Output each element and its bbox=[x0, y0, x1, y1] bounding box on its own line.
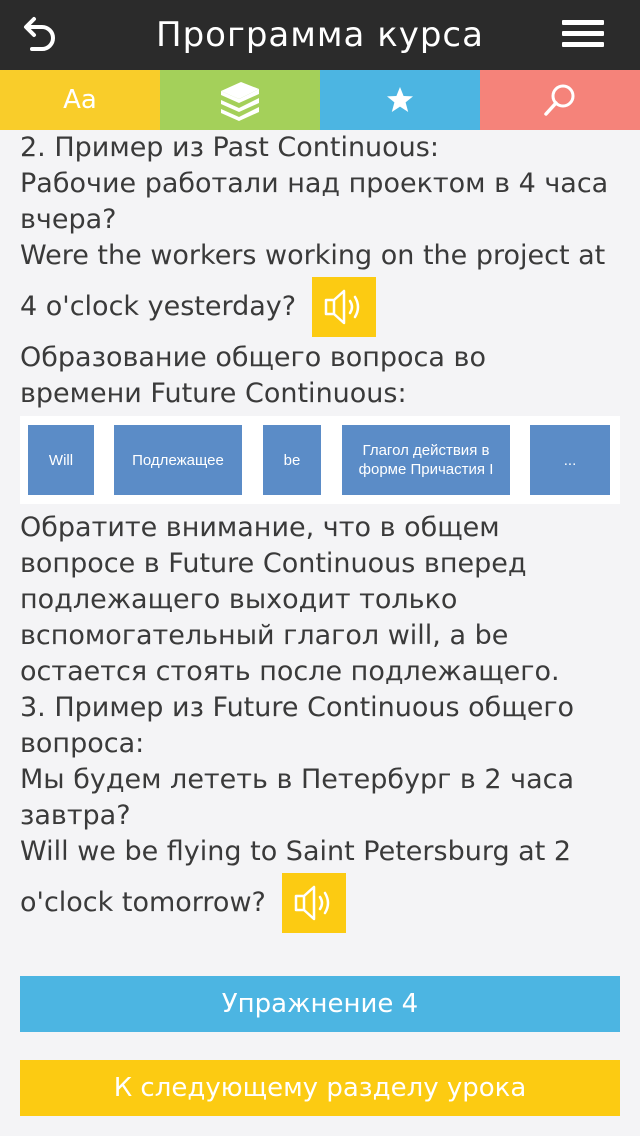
tab-font-size[interactable] bbox=[0, 70, 160, 130]
formula-box: Глагол действия в форме Причастия I bbox=[342, 425, 510, 495]
next-section-button[interactable]: К следующему разделу урока bbox=[20, 1060, 620, 1116]
play-audio-button[interactable] bbox=[282, 873, 346, 933]
search-icon bbox=[542, 82, 578, 118]
example-heading: 2. Пример из Past Continuous: bbox=[20, 132, 439, 163]
hamburger-menu-icon bbox=[562, 20, 604, 47]
note-text: подлежащего выходит только bbox=[20, 584, 458, 615]
example-english: 4 o'clock yesterday? bbox=[20, 291, 297, 322]
example-russian: Рабочие работали над проектом в 4 часа bbox=[20, 168, 609, 199]
example-english: Were the workers working on the project at bbox=[20, 240, 606, 271]
formula-box: Will bbox=[28, 425, 94, 495]
section-text: времени Future Continuous: bbox=[20, 378, 407, 409]
example-russian: завтра? bbox=[20, 800, 131, 831]
example-english: o'clock tomorrow? bbox=[20, 887, 266, 918]
example-heading: 3. Пример из Future Continuous общего bbox=[20, 692, 575, 723]
play-audio-button[interactable] bbox=[312, 277, 376, 337]
menu-button[interactable] bbox=[562, 20, 604, 50]
note-text: вспомогательный глагол will, а be bbox=[20, 620, 509, 651]
example-english-audio-row bbox=[20, 870, 620, 936]
example-english: Will we be flying to Saint Petersburg at 2 bbox=[20, 836, 572, 867]
page-title: Программа курса bbox=[156, 15, 484, 55]
section-text: Образование общего вопроса во bbox=[20, 342, 486, 373]
tab-search[interactable] bbox=[480, 70, 640, 130]
tab-bar bbox=[0, 70, 640, 130]
tab-lessons[interactable] bbox=[160, 70, 320, 130]
example-russian: вчера? bbox=[20, 204, 117, 235]
example-russian: Мы будем лететь в Петербург в 2 часа bbox=[20, 764, 575, 795]
speaker-icon bbox=[292, 883, 336, 923]
books-icon bbox=[217, 79, 263, 121]
note-text: Обратите внимание, что в общем bbox=[20, 512, 500, 543]
speaker-icon bbox=[322, 287, 366, 327]
example-heading: вопроса: bbox=[20, 728, 145, 759]
star-icon bbox=[385, 85, 415, 115]
tab-favorites[interactable] bbox=[320, 70, 480, 130]
font-icon: Aa bbox=[63, 85, 97, 115]
formula-box: Подлежащее bbox=[114, 425, 242, 495]
formula-box: be bbox=[263, 425, 321, 495]
header-bar bbox=[0, 0, 640, 70]
formula-box: ... bbox=[530, 425, 610, 495]
note-text: вопросе в Future Continuous вперед bbox=[20, 548, 527, 579]
formula-diagram bbox=[20, 416, 620, 504]
back-arrow-icon bbox=[22, 15, 58, 55]
lesson-content bbox=[20, 130, 620, 936]
exercise-button[interactable]: Упражнение 4 bbox=[20, 976, 620, 1032]
note-text: остается стоять после подлежащего. bbox=[20, 656, 560, 687]
example-english-audio-row bbox=[20, 274, 620, 340]
back-button[interactable] bbox=[18, 13, 62, 57]
